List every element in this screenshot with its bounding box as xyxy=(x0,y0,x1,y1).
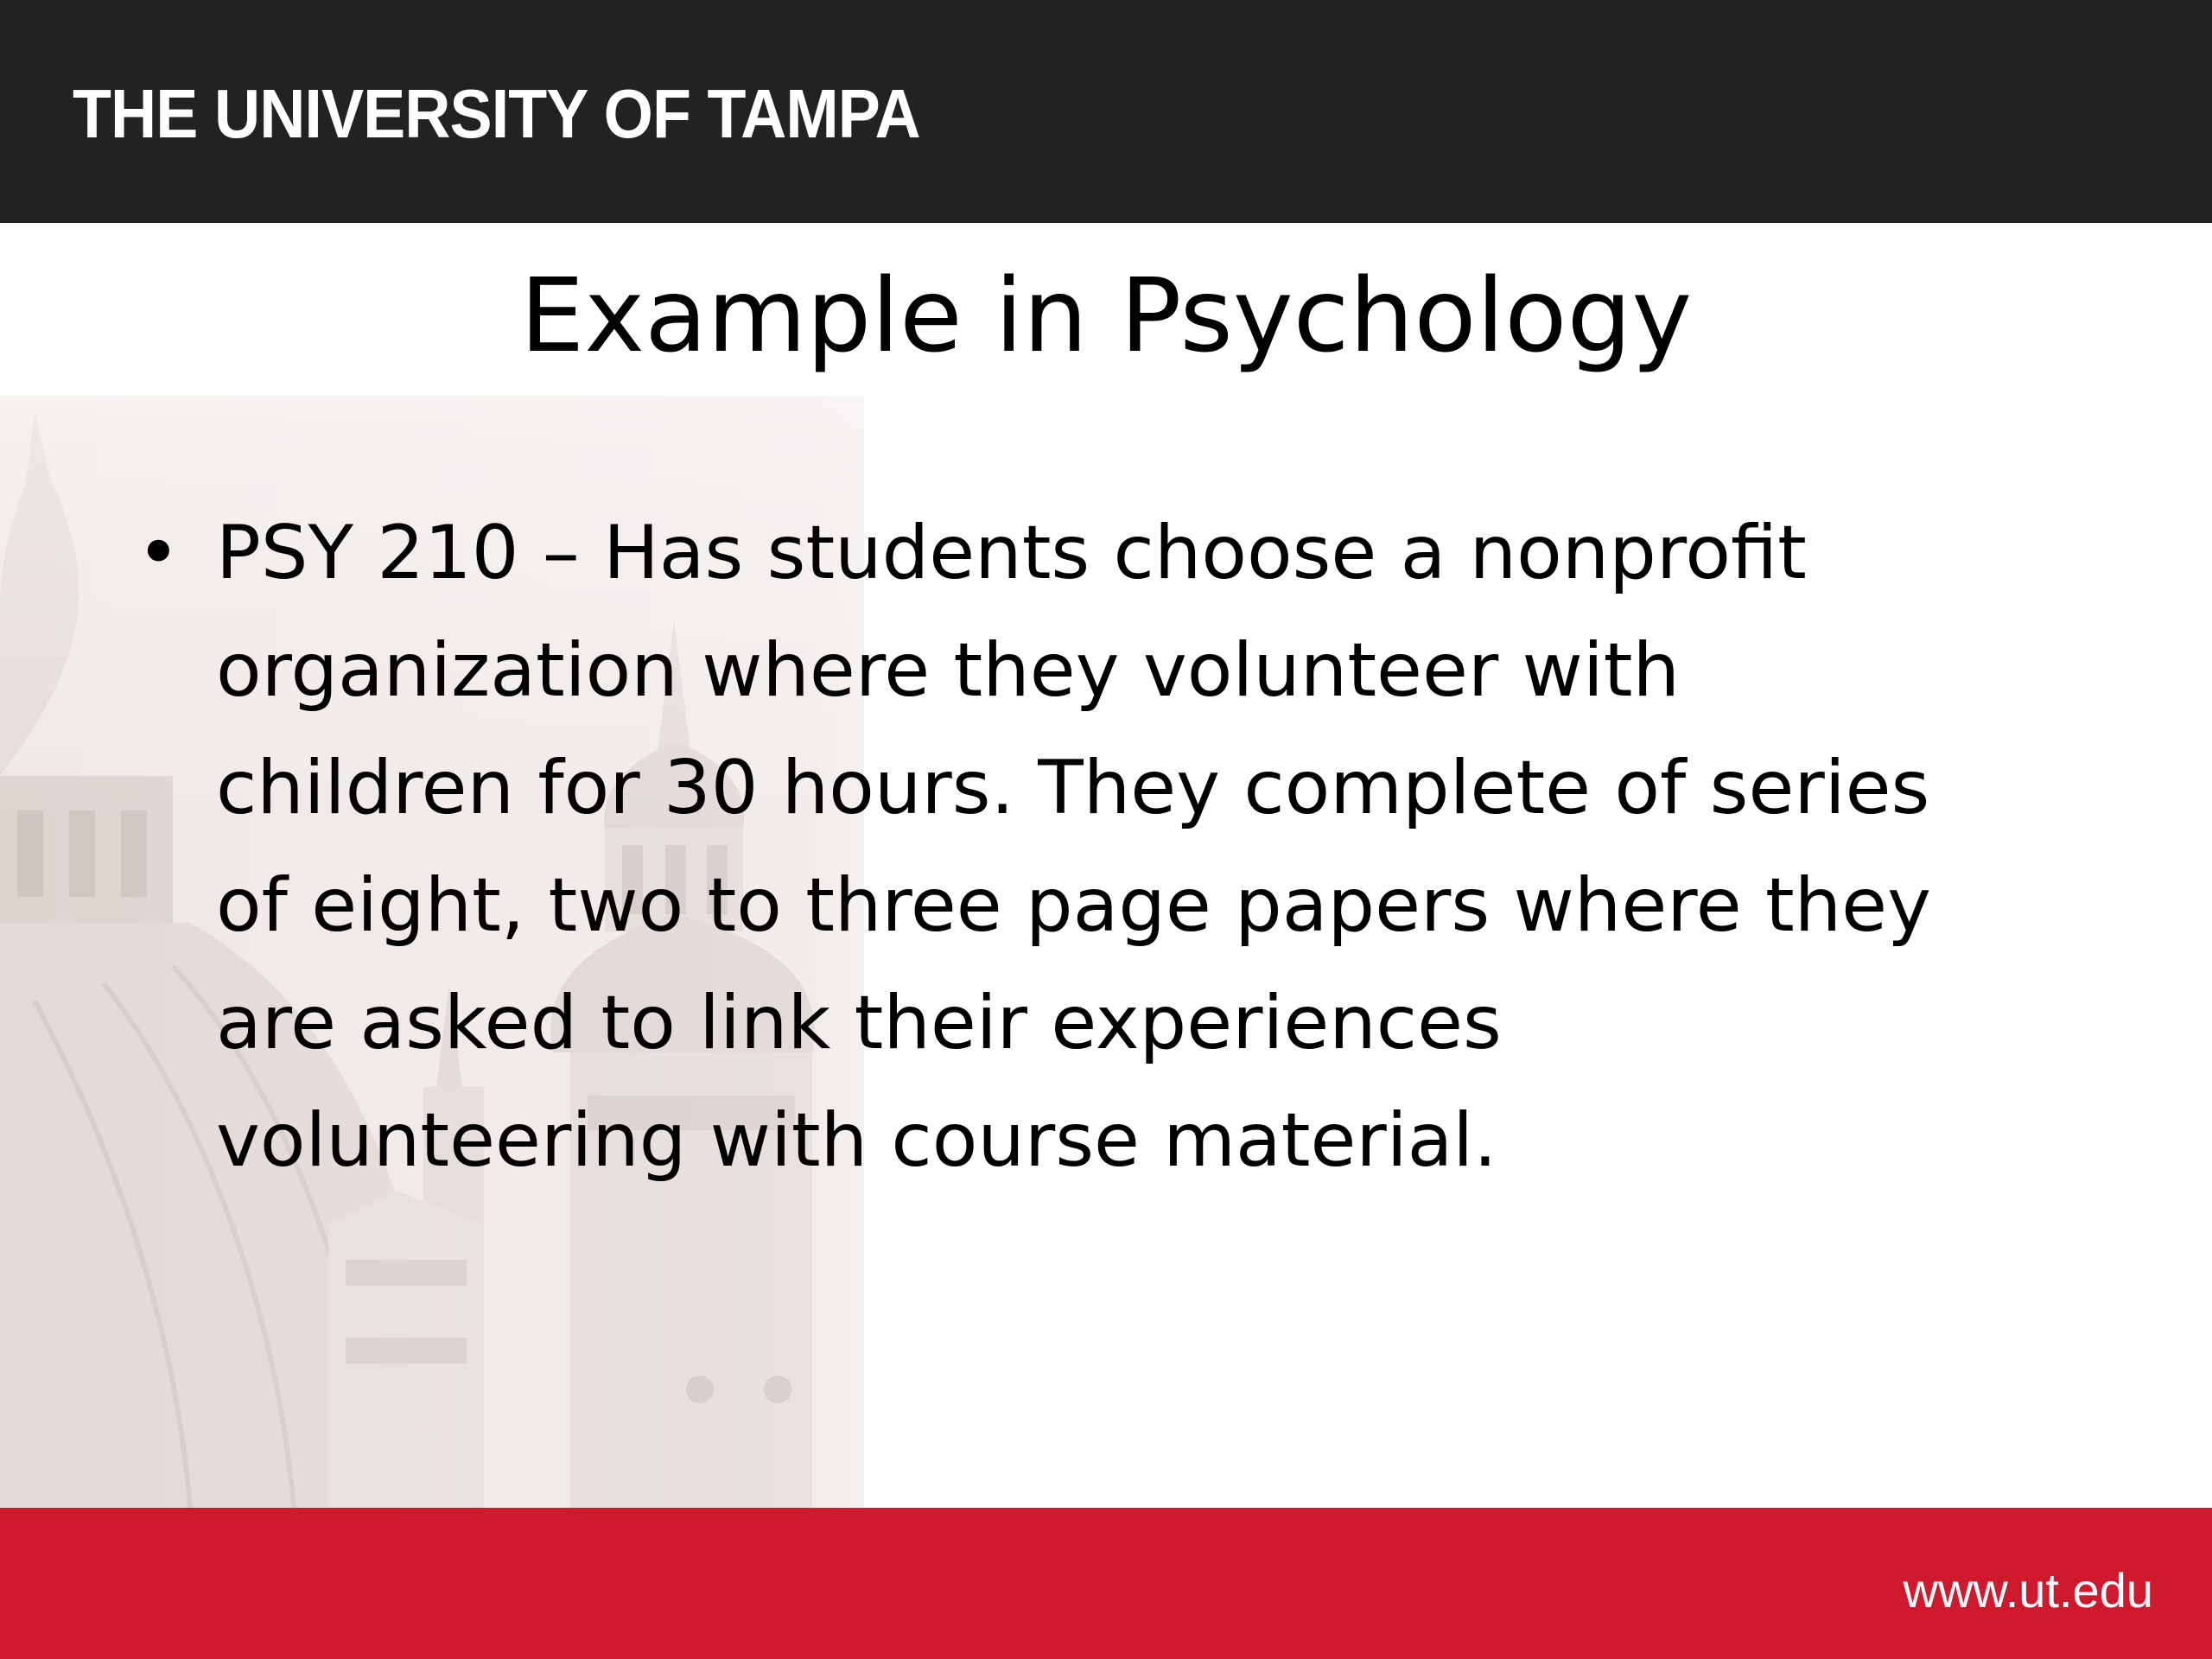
footer-bar xyxy=(0,1508,2212,1659)
bullet-item xyxy=(130,494,2117,1199)
slide-title: Example in Psychology xyxy=(519,256,1693,375)
footer-url: www.ut.edu xyxy=(1903,1563,2153,1618)
bullet-dot-icon: • xyxy=(137,510,181,596)
bullet-text-line: PSY 210 – Has students choose a nonprofit xyxy=(216,510,1807,596)
bullet-list xyxy=(130,494,2117,1199)
bullet-text-line: organization where they volunteer with xyxy=(216,627,1681,714)
institution-wordmark: THE UNIVERSITY OF TAMPA xyxy=(73,75,920,152)
bullet-text-line: are asked to link their experiences xyxy=(216,980,1502,1066)
header-bar xyxy=(0,0,2212,223)
bullet-text-line: children for 30 hours. They complete of series xyxy=(216,745,1930,831)
bullet-text-line: volunteering with course material. xyxy=(216,1097,1497,1184)
bullet-text-line: of eight, two to three page papers where they xyxy=(216,862,1931,949)
